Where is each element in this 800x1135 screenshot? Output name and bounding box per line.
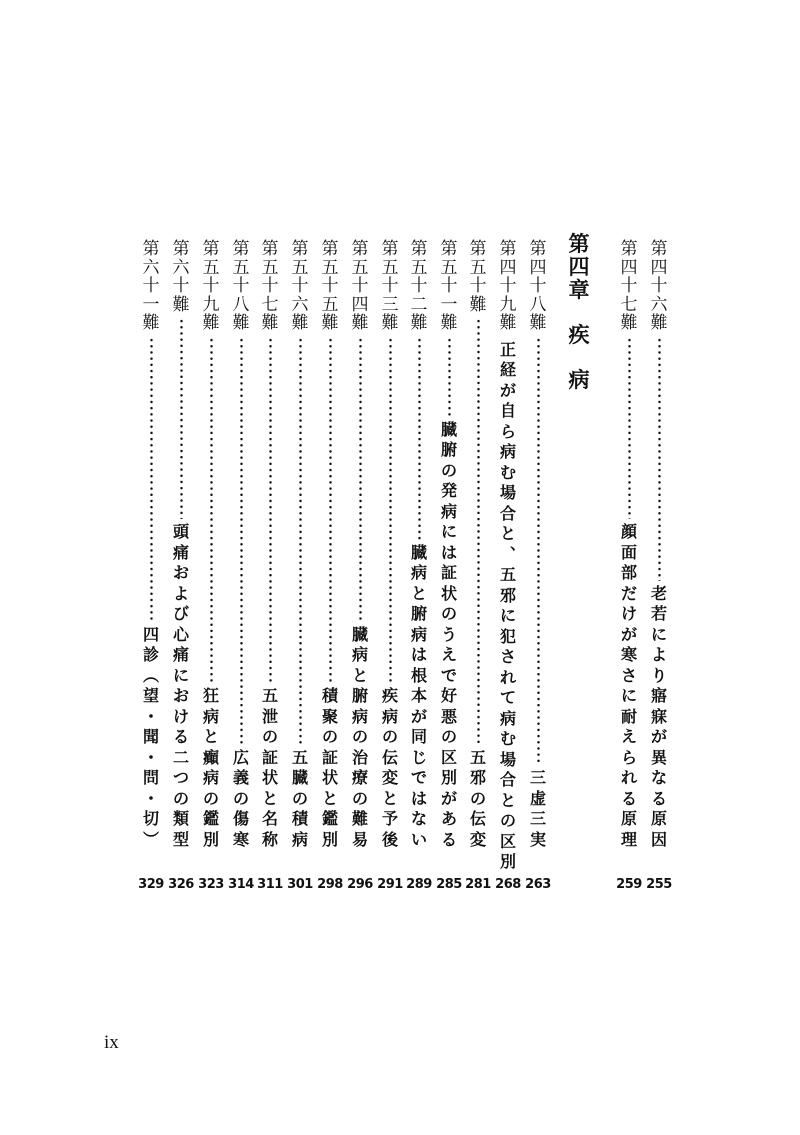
entry-description: 積 聚 の 証 状 と 鑑 別 bbox=[321, 686, 338, 849]
entry-title: 第 四 十 七 難 bbox=[620, 239, 638, 333]
entry-page-number: 263 bbox=[525, 877, 551, 892]
chapter-label-vertical bbox=[569, 232, 590, 301]
dot-leader bbox=[210, 337, 213, 684]
toc-entry[interactable] bbox=[379, 240, 401, 850]
entry-page-number: 289 bbox=[406, 877, 432, 892]
dot-leader bbox=[299, 337, 302, 745]
entry-page-number: 314 bbox=[228, 877, 254, 892]
toc-entry[interactable] bbox=[467, 240, 489, 850]
entry-page-number: 298 bbox=[317, 877, 343, 892]
entry-description: 老 若 に よ り 寤 寐 が 異 な る 原 因 bbox=[650, 583, 667, 849]
entry-description: 臓 病 と 腑 病 の 治 療 の 難 易 bbox=[351, 624, 368, 849]
entry-description: 疾 病 の 伝 変 と 予 後 bbox=[381, 686, 398, 849]
entry-page-number: 268 bbox=[495, 877, 521, 892]
toc-entry[interactable] bbox=[170, 240, 192, 850]
entry-title: 第 五 十 二 難 bbox=[410, 239, 428, 333]
toc-entry[interactable] bbox=[618, 240, 640, 850]
toc-entry[interactable] bbox=[527, 240, 549, 850]
chapter-label-char: 第 bbox=[568, 231, 590, 256]
entry-page-number: 281 bbox=[465, 877, 491, 892]
chapter-label-char: 章 bbox=[568, 277, 590, 302]
dot-leader bbox=[537, 337, 540, 766]
page-folio: ix bbox=[104, 1032, 119, 1053]
entry-description: 五 泄 の 証 状 と 名 称 bbox=[261, 686, 278, 849]
entry-title: 第 四 十 六 難 bbox=[650, 239, 668, 333]
toc-entry[interactable] bbox=[438, 240, 460, 850]
entry-title: 第 四 十 八 難 bbox=[529, 239, 547, 333]
dot-leader bbox=[628, 337, 631, 520]
chapter-title-char-1: 疾 bbox=[568, 322, 590, 347]
entry-title: 第 六 十 一 難 bbox=[142, 239, 160, 333]
dot-leader bbox=[658, 337, 661, 581]
entry-description: 五 臓 の 積 病 bbox=[291, 747, 308, 849]
dot-leader bbox=[448, 337, 451, 417]
toc-entry[interactable] bbox=[648, 240, 670, 850]
entry-page-number: 291 bbox=[377, 877, 403, 892]
entry-title: 第 六 十 難 bbox=[172, 239, 190, 315]
entry-page-number: 329 bbox=[138, 877, 164, 892]
dot-leader bbox=[150, 337, 153, 622]
entry-title: 第 五 十 五 難 bbox=[321, 239, 339, 333]
entry-title: 第 五 十 難 bbox=[469, 239, 487, 315]
entry-description: 臓 病 と 腑 病 は 根 本 が 同 じ で は な い bbox=[410, 542, 427, 849]
toc-entry[interactable] bbox=[259, 240, 281, 850]
dot-leader bbox=[180, 318, 183, 519]
toc-entry[interactable] bbox=[289, 240, 311, 850]
dot-leader bbox=[240, 337, 243, 745]
dot-leader bbox=[329, 337, 332, 684]
entry-page-number: 326 bbox=[168, 877, 194, 892]
entry-title: 第 五 十 四 難 bbox=[351, 239, 369, 333]
entry-title: 第 五 十 一 難 bbox=[440, 239, 458, 333]
toc-entry[interactable] bbox=[408, 240, 430, 850]
entry-title: 第 四 十 九 難 bbox=[499, 239, 517, 333]
dot-leader bbox=[389, 337, 392, 684]
dot-leader bbox=[269, 337, 272, 684]
entry-description: 広 義 の 傷 寒 bbox=[232, 747, 249, 849]
dot-leader bbox=[418, 337, 421, 540]
chapter-title-char-2: 病 bbox=[568, 367, 590, 392]
toc-entry[interactable] bbox=[497, 239, 519, 871]
entry-page-number: 255 bbox=[646, 877, 672, 892]
entry-title: 第 五 十 六 難 bbox=[291, 239, 309, 333]
entry-title: 第 五 十 八 難 bbox=[232, 239, 250, 333]
entry-page-number: 259 bbox=[616, 877, 642, 892]
entry-description: 正 経 が 自 ら 病 む 場 合 と ︑ 五 邪 に 犯 さ れ て 病 む 場 合 と の 区 別 bbox=[499, 339, 516, 871]
entry-description: 狂 病 と 癲 病 の 鑑 別 bbox=[202, 686, 219, 849]
entry-description: 顔 面 部 だ け が 寒 さ に 耐 え ら れ る 原 理 bbox=[620, 522, 637, 849]
toc-entry[interactable] bbox=[230, 240, 252, 850]
entry-description: 四 診 ︵ 望 ・ 聞 ・ 問 ・ 切 ︶ bbox=[142, 624, 159, 849]
chapter-label-char: 四 bbox=[568, 254, 590, 279]
entry-description: 三 虚 三 実 bbox=[529, 768, 546, 849]
entry-title: 第 五 十 七 難 bbox=[261, 239, 279, 333]
entry-page-number: 311 bbox=[257, 877, 283, 892]
dot-leader bbox=[359, 337, 362, 622]
toc-entry[interactable] bbox=[349, 240, 371, 850]
chapter-heading bbox=[566, 232, 592, 391]
entry-title: 第 五 十 九 難 bbox=[202, 239, 220, 333]
entry-page-number: 301 bbox=[287, 877, 313, 892]
toc-entry[interactable] bbox=[140, 240, 162, 850]
entry-page-number: 296 bbox=[347, 877, 373, 892]
dot-leader bbox=[477, 318, 480, 745]
entry-page-number: 285 bbox=[436, 877, 462, 892]
entry-description: 臓 腑 の 発 病 に は 証 状 の う え で 好 悪 の 区 別 が あ る bbox=[440, 419, 457, 849]
toc-entry[interactable] bbox=[319, 240, 341, 850]
toc-entry[interactable] bbox=[200, 240, 222, 850]
entry-title: 第 五 十 三 難 bbox=[381, 239, 399, 333]
entry-description: 五 邪 の 伝 変 bbox=[469, 747, 486, 849]
entry-page-number: 323 bbox=[198, 877, 224, 892]
entry-description: 頭 痛 お よ び 心 痛 に お け る 二 つ の 類 型 bbox=[172, 522, 189, 849]
